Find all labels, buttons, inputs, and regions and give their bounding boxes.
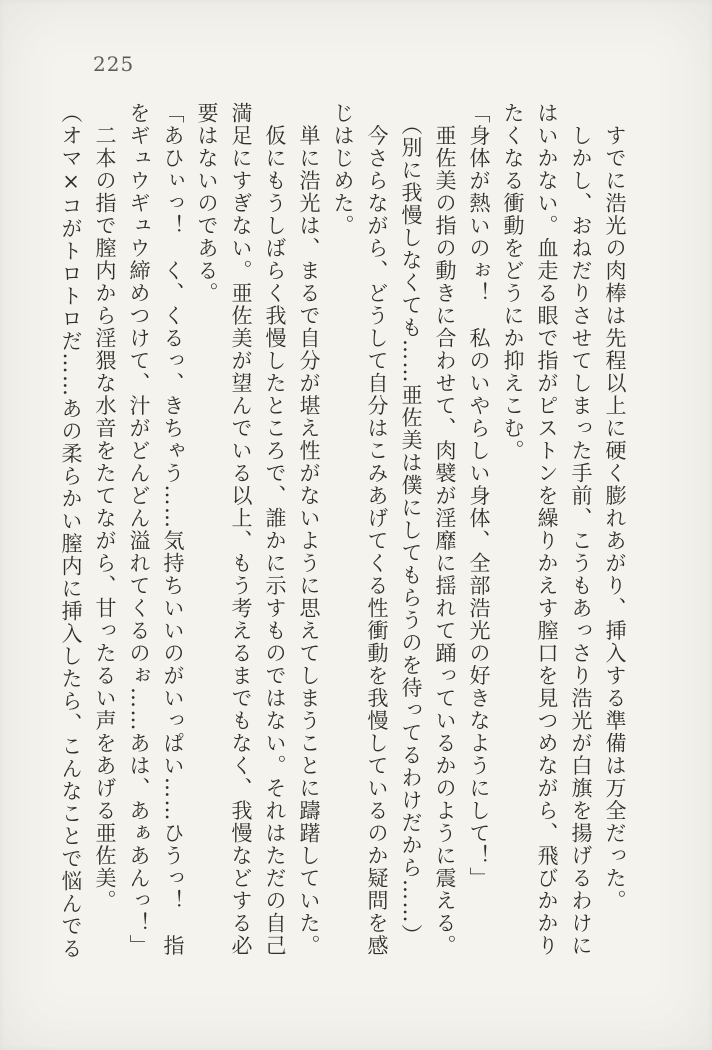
text-line: 満足にすぎない。亜佐美が望んでいる以上、もう考えるまでもなく、我慢などする必 [229, 102, 253, 957]
text-line: （別に我慢しなくても……亜佐美は僕にしてもらうのを待ってるわけだから……） [399, 102, 423, 947]
page-number: 225 [93, 52, 135, 76]
text-line: 今さらながら、どうして自分はこみあげてくる性衝動を我慢しているのか疑問を感 [365, 102, 389, 957]
text-line: 仮にもうしばらく我慢したところで、誰かに示すものではない。それはただの自己 [263, 102, 287, 957]
text-line: 亜佐美の指の動きに合わせて、肉襞が淫靡に揺れて踊っているかのように震える。 [433, 102, 457, 957]
text-line: たくなる衝動をどうにか抑えこむ。 [501, 102, 525, 462]
text-line: 「あひぃっ！ く、くるっ、きちゃう……気持ちいいのがいっぱい……ひうっ！ 指 [161, 102, 185, 957]
text-line: すでに浩光の肉棒は先程以上に硬く膨れあがり、挿入する準備は万全だった。 [603, 102, 627, 912]
text-line: はいかない。血走る眼で指がピストンを繰りかえす膣口を見つめながら、飛びかかり [535, 102, 559, 957]
text-line: 二本の指で膣内から淫猥な水音をたてながら、甘ったるい声をあげる亜佐美。 [93, 102, 117, 912]
text-line: をギュウギュウ締めつけて、汁がどんどん溢れてくるのぉ……あは、あぁあんっ！」 [127, 102, 151, 957]
text-line: （オマ×コがトロトロだ……あの柔らかい膣内に挿入したら、こんなことで悩んでる [59, 102, 83, 960]
text-line: じはじめた。 [331, 102, 355, 237]
text-line: 「身体が熱いのぉ！ 私のいやらしい身体、全部浩光の好きなようにして！」 [467, 102, 491, 890]
text-line: 要はないのである。 [195, 102, 219, 305]
body-text-block [54, 102, 632, 970]
text-line: 単に浩光は、まるで自分が堪え性がないように思えてしまうことに躊躇していた。 [297, 102, 321, 957]
text-line: しかし、おねだりさせてしまった手前、こうもあっさり浩光が白旗を揚げるわけに [569, 102, 593, 957]
